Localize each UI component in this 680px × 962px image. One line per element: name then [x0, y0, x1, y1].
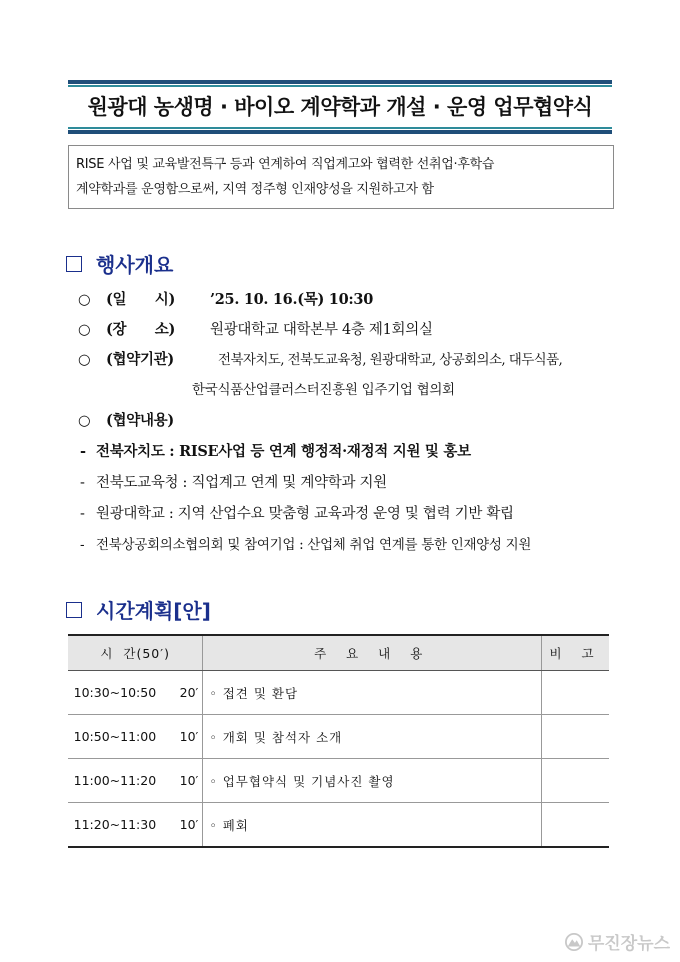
row-time: 10:50~11:00: [68, 715, 162, 759]
schedule-table: [68, 634, 609, 848]
row-content: ◦ 개회 및 참석자 소개: [203, 715, 542, 759]
contents-label: (협약내용): [106, 412, 174, 429]
header-content: 주 요 내 용: [203, 635, 542, 671]
overview-heading-text: 행사개요: [96, 253, 174, 277]
parties-label: (협약기관): [106, 351, 174, 368]
circle-bullet-icon: ○: [78, 352, 91, 368]
title-rule-bottom: [68, 130, 612, 134]
place-label: (장 소): [106, 321, 176, 338]
row-minutes: 10′: [162, 803, 203, 848]
contents-item: - 전북상공회의소협의회 및 참여기업 : 산업체 취업 연계를 통한 인재양성 지원: [80, 537, 532, 553]
row-content: ◦ 폐회: [203, 803, 542, 848]
row-minutes: 20′: [162, 671, 203, 715]
contents-item-text: 전북자치도 : RISE사업 등 연계 행정적·재정적 지원 및 홍보: [96, 443, 471, 460]
table-row: [68, 759, 609, 803]
mountain-logo-icon: [565, 933, 583, 951]
row-note: [542, 715, 609, 759]
contents-item-text: 전북상공회의소협의회 및 참여기업 : 산업체 취업 연계를 통한 인재양성 지원: [96, 537, 532, 553]
row-time: 10:30~10:50: [68, 671, 162, 715]
contents-item: - 전북도교육청 : 직업계고 연계 및 계약학과 지원: [80, 475, 387, 491]
header-time: 시 간(50′): [68, 635, 203, 671]
row-note: [542, 759, 609, 803]
title-rule-top-accent: [68, 85, 612, 87]
document-title: 원광대 농생명 · 바이오 계약학과 개설 · 운영 업무협약식: [87, 95, 593, 119]
contents-item-text: 원광대학교 : 지역 산업수요 맞춤형 교육과정 운영 및 협력 기반 확립: [96, 506, 514, 522]
place-value: 원광대학교 대학본부 4층 제1회의실: [210, 322, 433, 338]
square-bullet-icon: [66, 602, 82, 618]
overview-place: [78, 318, 433, 339]
row-note: [542, 803, 609, 848]
row-minutes: 10′: [162, 715, 203, 759]
overview-parties: [78, 348, 562, 369]
title-rule-bottom-accent: [68, 127, 612, 129]
datetime-label: (일 시): [106, 291, 176, 308]
watermark-text: 무진장뉴스: [587, 934, 670, 954]
contents-item: - 원광대학교 : 지역 산업수요 맞춤형 교육과정 운영 및 협력 기반 확립: [80, 506, 514, 522]
watermark: [565, 929, 670, 954]
datetime-value: ’25. 10. 16.(목) 10:30: [210, 291, 374, 308]
title-rule-top: [68, 80, 612, 84]
square-bullet-icon: [66, 256, 82, 272]
circle-bullet-icon: ○: [78, 413, 91, 429]
overview-contents: [78, 409, 174, 430]
schedule-header-row: [68, 635, 609, 671]
contents-item-text: 전북도교육청 : 직업계고 연계 및 계약학과 지원: [96, 475, 387, 491]
summary-box: [68, 145, 614, 209]
row-content: ◦ 업무협약식 및 기념사진 촬영: [203, 759, 542, 803]
row-note: [542, 671, 609, 715]
circle-bullet-icon: ○: [78, 292, 91, 308]
contents-item: - 전북자치도 : RISE사업 등 연계 행정적·재정적 지원 및 홍보: [80, 443, 471, 460]
row-content: ◦ 접견 및 환담: [203, 671, 542, 715]
schedule-heading-text: 시간계획[안]: [96, 599, 211, 623]
overview-datetime: [78, 288, 373, 309]
row-minutes: 10′: [162, 759, 203, 803]
circle-bullet-icon: ○: [78, 322, 91, 338]
header-note: 비 고: [542, 635, 609, 671]
summary-line-2: 계약학과를 운영함으로써, 지역 정주형 인재양성을 지원하고자 함: [76, 182, 434, 197]
row-time: 11:20~11:30: [68, 803, 162, 848]
table-row: [68, 671, 609, 715]
overview-heading: [66, 249, 173, 278]
summary-line-1: RISE 사업 및 교육발전특구 등과 연계하여 직업계고와 협력한 선취업·후학습: [76, 157, 495, 172]
parties-value-line-1: 전북자치도, 전북도교육청, 원광대학교, 상공회의소, 대두식품,: [218, 352, 563, 368]
parties-value-line-2: 한국식품산업클러스터진흥원 입주기업 협의회: [192, 382, 455, 398]
table-row: [68, 803, 609, 848]
schedule-heading: [66, 595, 211, 624]
table-row: [68, 715, 609, 759]
row-time: 11:00~11:20: [68, 759, 162, 803]
